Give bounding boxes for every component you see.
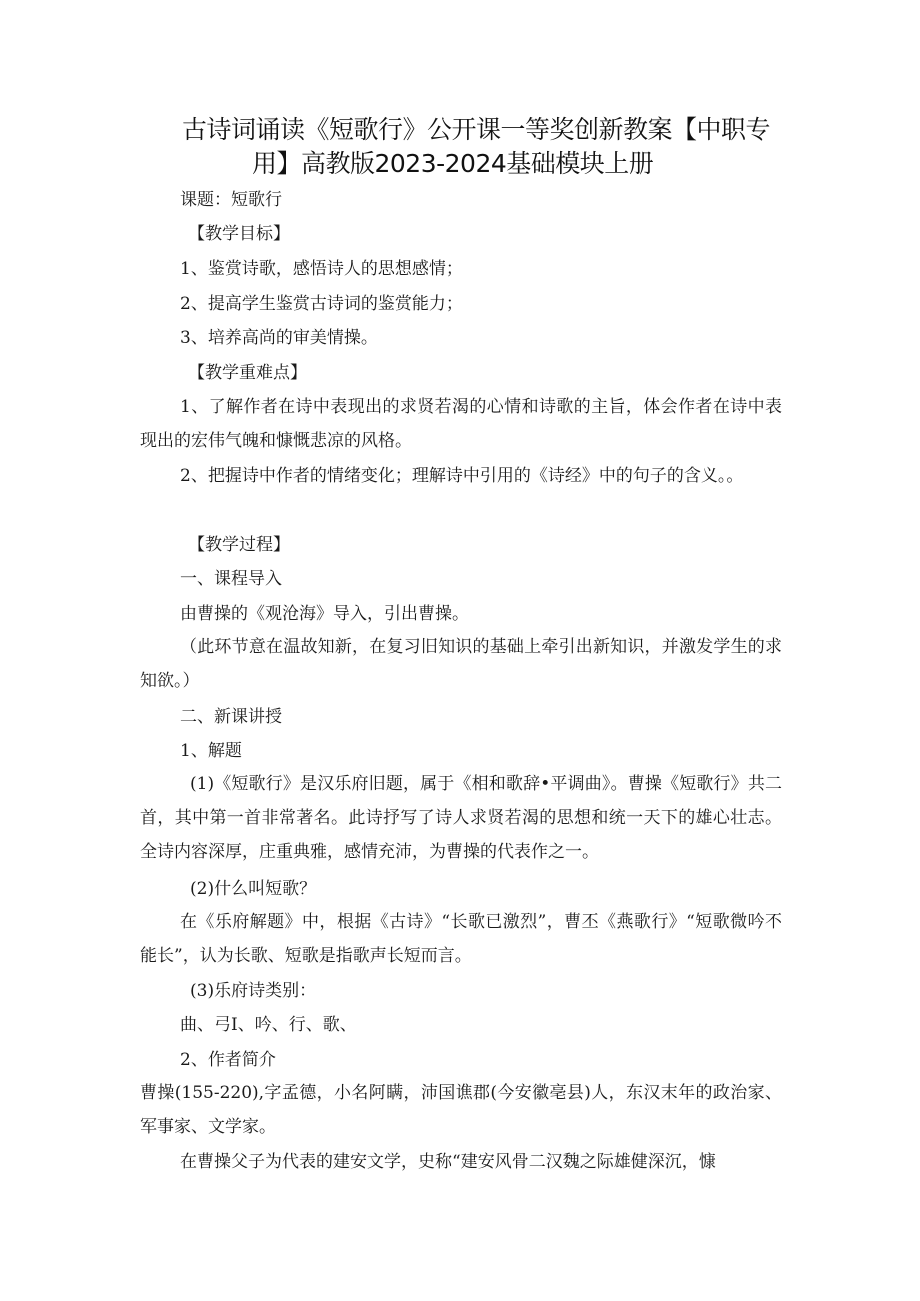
heading-teaching-process: 【教学过程】 [188, 535, 290, 555]
step-1-heading: 一、课程导入 [180, 569, 282, 589]
goal-item-3: 3、培养高尚的审美情操。 [180, 328, 378, 348]
topic-line: 课题：短歌行 [180, 190, 282, 210]
heading-key-points: 【教学重难点】 [188, 363, 307, 383]
title-line-2: 用】高教版2023-2024基础模块上册 [252, 149, 654, 178]
goal-item-1: 1、鉴赏诗歌，感悟诗人的思想感情； [180, 259, 463, 279]
step-1-text: 由曹操的《观沧海》导入，引出曹操。 [180, 604, 469, 624]
step-2-heading: 二、新课讲授 [180, 707, 282, 727]
sub-2-paragraph-2: 在曹操父子为代表的建安文学，史称“建安风骨二汉魏之际雄健深沉，慷 [180, 1152, 716, 1172]
document-title [140, 113, 800, 181]
key-point-2: 2、把握诗中作者的情绪变化；理解诗中引用的《诗经》中的句子的含义。。 [180, 466, 744, 486]
sub-2-paragraph-1: 曹操(155-220),字孟德，小名阿瞒，沛国谯郡(今安徽亳县)人，东汉末年的政治家、军事家、文学家。 [140, 1083, 782, 1137]
title-line-1: 古诗词诵读《短歌行》公开课一等奖创新教案【中职专 [182, 115, 771, 144]
sub-1-question-3: (3)乐府诗类别： [190, 981, 317, 1001]
sub-1-heading: 1、解题 [180, 741, 242, 761]
heading-teaching-goals: 【教学目标】 [188, 224, 290, 244]
sub-1-paragraph-3: 曲、弓I、吟、行、歌、 [180, 1015, 357, 1035]
sub-1-paragraph-2: 在《乐府解题》中，根据《古诗》“长歌已激烈”，曹丕《燕歌行》“短歌微吟不能长”，认为长歌、短歌是指歌声长短而言。 [140, 912, 782, 966]
sub-1-question-2: (2)什么叫短歌？ [190, 879, 317, 899]
sub-2-heading: 2、作者简介 [180, 1050, 276, 1070]
step-1-note: （此环节意在温故知新，在复习旧知识的基础上牵引出新知识，并激发学生的求知欲。） [140, 637, 782, 691]
sub-1-paragraph-1: (1)《短歌行》是汉乐府旧题，属于《相和歌辞•平调曲》。曹操《短歌行》共二首，其中第一首非常著名。此诗抒写了诗人求贤若渴的思想和统一天下的雄心壮志。全诗内容深厚，庄重典雅，感情充沛，为曹操的代表作之一。 [140, 774, 782, 862]
goal-item-2: 2、提高学生鉴赏古诗词的鉴赏能力； [180, 294, 463, 314]
key-point-1: 1、了解作者在诗中表现出的求贤若渴的心情和诗歌的主旨，体会作者在诗中表现出的宏伟气魄和慷慨悲凉的风格。 [140, 397, 782, 451]
